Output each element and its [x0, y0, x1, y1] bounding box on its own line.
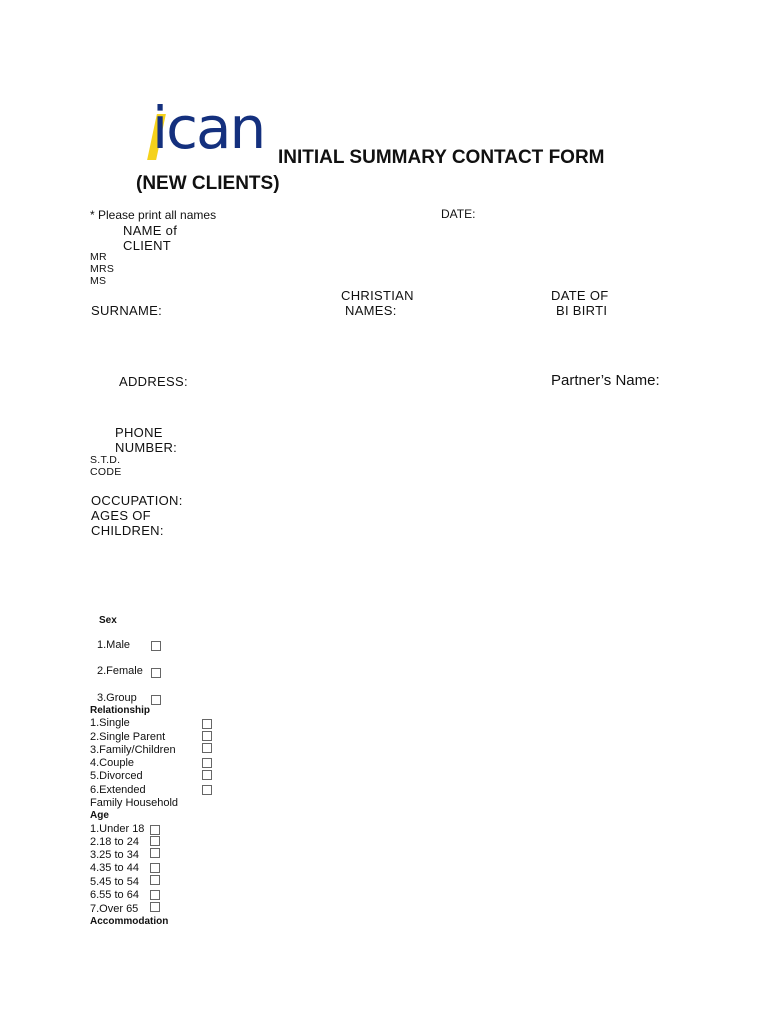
christian-names-label-line2: NAMES: — [345, 303, 397, 318]
phone-number-label-line2: NUMBER: — [115, 440, 178, 455]
age-55-64-checkbox[interactable] — [150, 890, 160, 900]
title-mr: MR — [90, 251, 107, 263]
date-label: DATE: — [441, 207, 476, 221]
age-option-18-24: 2.18 to 24 — [90, 836, 139, 848]
relationship-heading: Relationship — [90, 705, 151, 716]
age-option-45-54: 5.45 to 54 — [90, 876, 139, 888]
relationship-option-single-parent: 2.Single Parent — [90, 731, 166, 743]
sex-male-checkbox[interactable] — [151, 641, 161, 651]
age-under-18-checkbox[interactable] — [150, 825, 160, 835]
age-option-55-64: 6.55 to 64 — [90, 889, 139, 901]
age-heading: Age — [90, 810, 109, 821]
title-ms: MS — [90, 275, 107, 287]
address-label: ADDRESS: — [119, 374, 188, 389]
sex-option-group: 3.Group — [97, 692, 137, 704]
ican-logo — [146, 94, 278, 162]
sex-option-male: 1.Male — [97, 639, 131, 651]
relationship-option-extended: 6.Extended — [90, 784, 146, 796]
age-18-24-checkbox[interactable] — [150, 836, 160, 846]
sex-group-checkbox[interactable] — [151, 695, 161, 705]
relationship-family-children-checkbox[interactable] — [202, 743, 212, 753]
age-over-65-checkbox[interactable] — [150, 902, 160, 912]
occupation-label: OCCUPATION: — [91, 493, 183, 508]
std-code-label-line2: CODE — [90, 466, 122, 478]
christian-names-label-line1: CHRISTIAN — [341, 288, 414, 303]
form-subtitle: (NEW CLIENTS) — [136, 173, 280, 194]
date-of-birth-label-line2: BI BIRTI — [556, 303, 608, 318]
age-option-over-65: 7.Over 65 — [90, 903, 139, 915]
date-of-birth-label-line1: DATE OF — [551, 288, 609, 303]
surname-label: SURNAME: — [91, 303, 163, 318]
name-of-client-label-line2: CLIENT — [123, 238, 172, 253]
relationship-couple-checkbox[interactable] — [202, 758, 212, 768]
relationship-single-checkbox[interactable] — [202, 719, 212, 729]
relationship-option-couple: 4.Couple — [90, 757, 135, 769]
title-mrs: MRS — [90, 263, 115, 275]
relationship-divorced-checkbox[interactable] — [202, 770, 212, 780]
relationship-continuation: Family Household — [90, 797, 179, 809]
ages-of-children-label-line1: AGES OF — [91, 508, 151, 523]
logo-text: ican — [152, 94, 265, 162]
age-45-54-checkbox[interactable] — [150, 875, 160, 885]
age-option-35-44: 4.35 to 44 — [90, 862, 139, 874]
sex-heading: Sex — [99, 615, 117, 626]
name-of-client-label-line1: NAME of — [123, 223, 178, 238]
partner-name-label: Partner’s Name: — [551, 372, 660, 389]
age-option-under-18: 1.Under 18 — [90, 823, 145, 835]
relationship-option-divorced: 5.Divorced — [90, 770, 143, 782]
relationship-option-family-children: 3.Family/Children — [90, 744, 176, 756]
relationship-single-parent-checkbox[interactable] — [202, 731, 212, 741]
sex-option-female: 2.Female — [97, 665, 143, 677]
phone-number-label-line1: PHONE — [115, 425, 163, 440]
age-25-34-checkbox[interactable] — [150, 848, 160, 858]
ages-of-children-label-line2: CHILDREN: — [91, 523, 164, 538]
accommodation-heading: Accommodation — [90, 916, 169, 927]
std-code-label-line1: S.T.D. — [90, 454, 121, 466]
sex-female-checkbox[interactable] — [151, 668, 161, 678]
print-note: * Please print all names — [90, 208, 217, 222]
form-title: INITIAL SUMMARY CONTACT FORM — [278, 147, 605, 168]
relationship-extended-checkbox[interactable] — [202, 785, 212, 795]
relationship-option-single: 1.Single — [90, 717, 130, 729]
age-35-44-checkbox[interactable] — [150, 863, 160, 873]
age-option-25-34: 3.25 to 34 — [90, 849, 139, 861]
